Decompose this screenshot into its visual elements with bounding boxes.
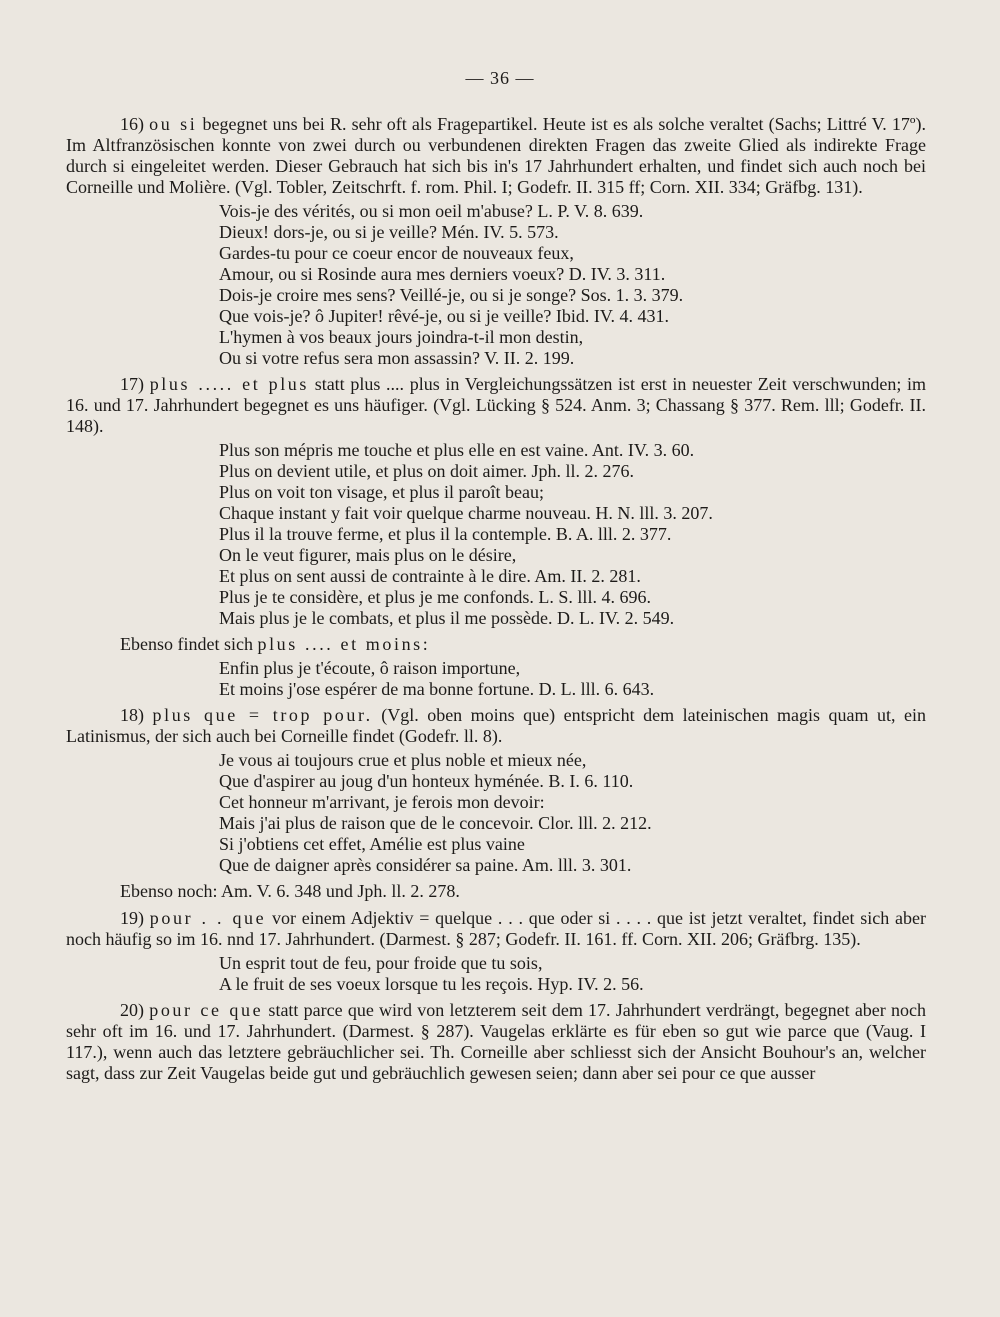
quote-line: Un esprit tout de feu, pour froide que tu sois, [219,953,543,973]
quote-line: Ou si votre refus sera mon assassin? V. II. 2. 199. [219,348,575,368]
quote-line: Gardes-tu pour ce coeur encor de nouveaux feux, [219,243,574,263]
paragraph-17-also [66,634,926,655]
quote-line: Plus on voit ton visage, et plus il paroît beau; [219,482,544,502]
item-number: 17) [120,374,144,394]
paragraph-20 [66,1000,926,1084]
paragraph-text: Ebenso findet sich [120,634,258,654]
quote-line: Mais j'ai plus de raison que de le concevoir. Clor. lll. 2. 212. [219,813,652,833]
quote-block-19 [219,953,926,995]
paragraph-text: begegnet uns bei R. sehr oft als Fragepartikel. Heute ist es als solche veraltet (Sachs; Littré V. 17º). Im Altfranzösischen konnte von zwei durch ou verbundenen direkten Fragen das zweite Glied als indirekte Frage durch si eingeleitet werden. Dieser Gebrauch hat sich bis in's 17 Jahrhundert erhalten, und findet sich auch noch bei Corneille und Molière. (Vgl. Tobler, Zeitschrft. f. rom. Phil. I; Godefr. II. 315 ff; Corn. XII. 334; Gräfbg. 131). [66,114,926,197]
item-number: 19) [120,908,144,928]
quote-line: Cet honneur m'arrivant, je ferois mon devoir: [219,792,545,812]
quote-line: Plus son mépris me touche et plus elle en est vaine. Ant. IV. 3. 60. [219,440,695,460]
quote-line: Que vois-je? ô Jupiter! rêvé-je, ou si je veille? Ibid. IV. 4. 431. [219,306,670,326]
paragraph-text: statt parce que wird von letzterem seit dem 17. Jahrhundert verdrängt, begegnet aber noch sehr oft im 16. und 17. Jahrhundert. (Darmest. § 287). Vaugelas erklärte es für eben so gut wie parce que (Vaug. I 117.), wenn auch das letztere gebräuchlicher sei. Th. Corneille aber schliesst sich der Ansicht Bouhour's an, welcher sagt, dass zur Zeit Vaugelas beide gut und gebräuchlich gewesen seien; dann aber sei pour ce que ausser [66,1000,926,1083]
quote-line: Vois-je des vérités, ou si mon oeil m'abuse? L. P. V. 8. 639. [219,201,644,221]
quote-line: Que d'aspirer au joug d'un honteux hyménée. B. I. 6. 110. [219,771,634,791]
paragraph-text: Ebenso noch: Am. V. 6. 348 und Jph. ll. 2. 278. [120,881,460,901]
quote-line: Chaque instant y fait voir quelque charme nouveau. H. N. lll. 3. 207. [219,503,713,523]
page-body [66,114,926,1084]
quote-block-17-also [219,658,926,700]
quote-block-17 [219,440,926,629]
quote-line: Amour, ou si Rosinde aura mes derniers voeux? D. IV. 3. 311. [219,264,666,284]
term: plus que = trop pour. [152,705,373,725]
term: pour . . que [149,908,267,928]
term: pour ce que [149,1000,264,1020]
paragraph-18 [66,705,926,747]
term: plus .... et moins [257,634,423,654]
page-number: — 36 — [465,68,535,88]
term: ou si [149,114,198,134]
quote-block-18 [219,750,926,876]
quote-line: On le veut figurer, mais plus on le désire, [219,545,517,565]
quote-line: Plus on devient utile, et plus on doit aimer. Jph. ll. 2. 276. [219,461,634,481]
paragraph-19 [66,908,926,950]
quote-line: Plus je te considère, et plus je me confonds. L. S. lll. 4. 696. [219,587,651,607]
paragraph-text: vor einem Adjektiv = quelque . . . que oder si . . . . que ist jetzt veraltet, findet sich aber noch häufig so im 16. nnd 17. Jahrhundert. (Darmest. § 287; Godefr. II. 161. ff. Corn. XII. 206; Gräfbrg. 135). [66,908,927,949]
item-number: 16) [120,114,144,134]
paragraph-17 [66,374,926,437]
quote-line: Et plus on sent aussi de contrainte à le dire. Am. II. 2. 281. [219,566,641,586]
paragraph-18-also [66,881,926,902]
quote-line: Dieux! dors-je, ou si je veille? Mén. IV. 5. 573. [219,222,559,242]
quote-line: Que de daigner après considérer sa paine. Am. lll. 3. 301. [219,855,632,875]
paragraph-text: statt plus .... plus in Vergleichungssätzen ist erst in neuester Zeit verschwunden; im 16. und 17. Jahrhundert begegnet es uns häufiger. (Vgl. Lücking § 524. Anm. 3; Chassang § 377. Rem. lll; Godefr. II. 148). [66,374,926,436]
quote-line: L'hymen à vos beaux jours joindra-t-il mon destin, [219,327,584,347]
quote-line: Et moins j'ose espérer de ma bonne fortune. D. L. lll. 6. 643. [219,679,655,699]
quote-line: Je vous ai toujours crue et plus noble et mieux née, [219,750,587,770]
quote-line: Plus il la trouve ferme, et plus il la contemple. B. A. lll. 2. 377. [219,524,672,544]
item-number: 20) [120,1000,144,1020]
paragraph-text: (Vgl. oben moins que) entspricht dem lateinischen magis quam ut, ein Latinismus, der sich auch bei Corneille findet (Godefr. ll. 8). [66,705,927,746]
quote-line: Si j'obtiens cet effet, Amélie est plus vaine [219,834,525,854]
punctuation: : [422,634,428,654]
quote-line: Enfin plus je t'écoute, ô raison importune, [219,658,521,678]
quote-line: A le fruit de ses voeux lorsque tu les reçois. Hyp. IV. 2. 56. [219,974,644,994]
term: plus ..... et plus [149,374,310,394]
quote-line: Dois-je croire mes sens? Veillé-je, ou si je songe? Sos. 1. 3. 379. [219,285,684,305]
item-number: 18) [120,705,144,725]
quote-line: Mais plus je le combats, et plus il me possède. D. L. IV. 2. 549. [219,608,675,628]
paragraph-16 [66,114,926,198]
quote-block-16 [219,201,926,369]
